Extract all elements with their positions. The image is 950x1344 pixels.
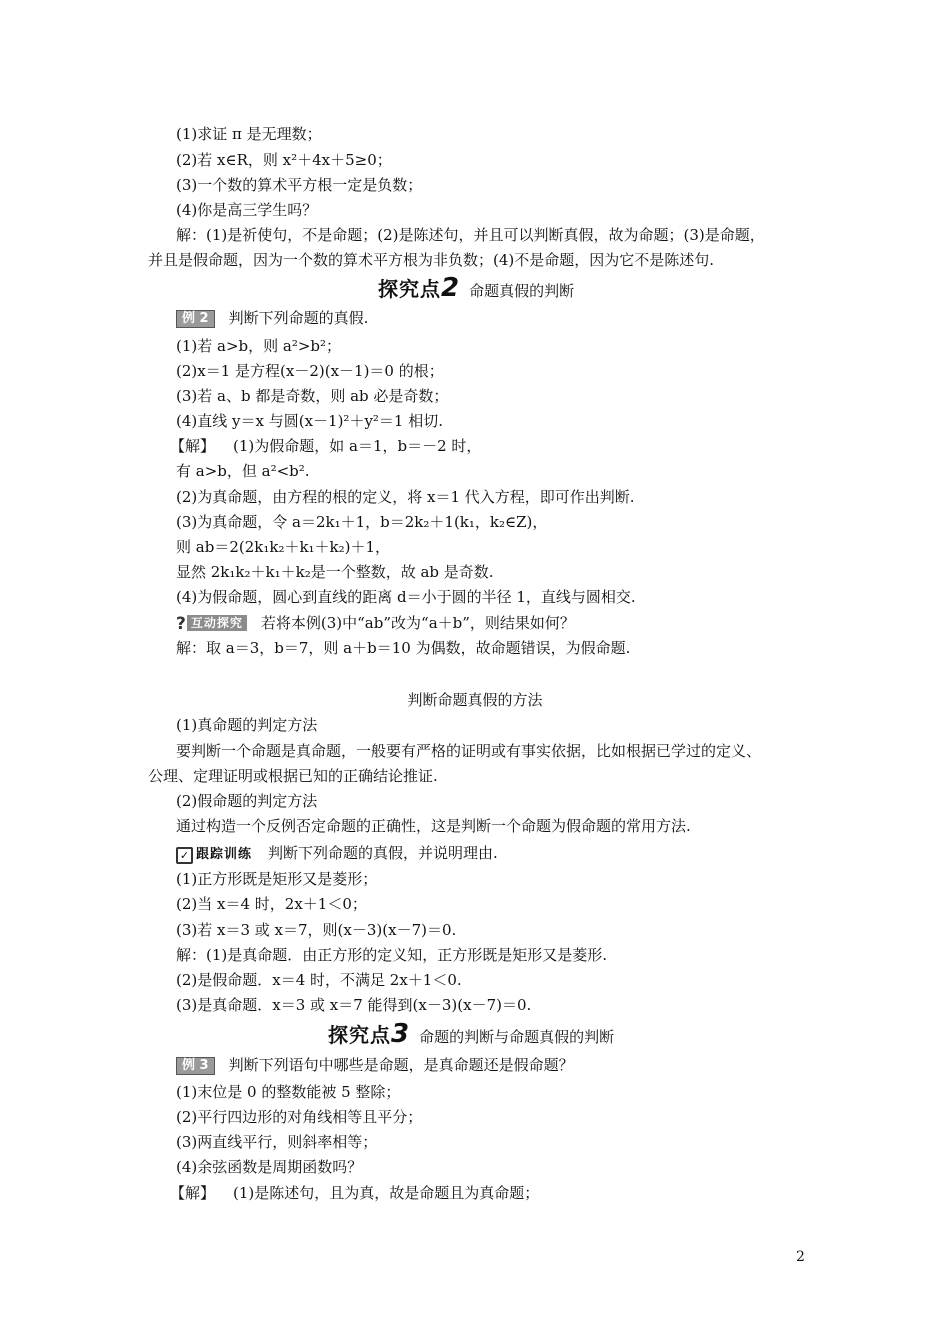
example-3-line-2: (2)平行四边形的对角线相等且平分；	[176, 1108, 423, 1126]
example-3-prompt	[176, 1055, 574, 1075]
example-2-solution-4: (3)为真命题，令 a＝2k₁＋1，b＝2k₂＋1(k₁，k₂∈Z)，	[176, 513, 548, 531]
practice-answer-3: (3)是真命题．x＝3 或 x＝7 能得到(x－3)(x－7)＝0.	[176, 996, 532, 1014]
section-subtitle: 命题的判断与命题真假的判断	[419, 1028, 615, 1046]
practice-line-1: (1)正方形既是矩形又是菱形；	[176, 870, 378, 888]
example-prompt-text: 判断下列命题的真假.	[228, 309, 369, 327]
section-subtitle: 命题真假的判断	[469, 282, 575, 300]
intro-solution-1: 解：(1)是祈使句，不是命题；(2)是陈述句，并且可以判断真假，故为命题；(3)是命题，	[176, 226, 765, 244]
solution-label: 【解】	[170, 437, 216, 455]
example-2-solution-6: 显然 2k₁k₂＋k₁＋k₂是一个整数，故 ab 是奇数.	[176, 563, 494, 581]
solution-text: (1)为假命题，如 a＝1，b＝－2 时，	[233, 437, 482, 455]
example-2-solution-2: 有 a>b，但 a²<b².	[176, 462, 310, 480]
intro-line-2: (2)若 x∈R，则 x²＋4x＋5≥0；	[176, 151, 392, 169]
section-title: 探究点	[328, 1023, 391, 1047]
section-title: 探究点	[378, 277, 441, 301]
solution-text: (1)是陈述句，且为真，故是命题且为真命题；	[233, 1184, 540, 1202]
example-badge: 例 3	[176, 1057, 215, 1075]
example-prompt-text: 判断下列语句中哪些是命题，是真命题还是假命题？	[228, 1056, 574, 1074]
practice-badge: 跟踪训练	[196, 847, 253, 862]
example-2-solution-3: (2)为真命题，由方程的根的定义，将 x＝1 代入方程，即可作出判断.	[176, 488, 635, 506]
method-para-1b: 公理、定理证明或根据已知的正确结论推证.	[148, 767, 438, 785]
method-heading-2: (2)假命题的判定方法	[176, 792, 318, 810]
method-title: 判断命题真假的方法	[407, 691, 543, 709]
example-2-prompt	[176, 308, 368, 328]
interactive-question	[176, 613, 575, 634]
method-para-2: 通过构造一个反例否定命题的正确性，这是判断一个命题为假命题的常用方法.	[176, 817, 691, 835]
example-2-line-3: (3)若 a、b 都是奇数，则 ab 必是奇数；	[176, 387, 449, 405]
example-2-solution-5: 则 ab＝2(2k₁k₂＋k₁＋k₂)＋1，	[176, 538, 391, 556]
checkmark-icon: ✓	[176, 847, 193, 864]
question-mark-icon: ?	[176, 614, 186, 634]
example-3-line-4: (4)余弦函数是周期函数吗？	[176, 1158, 363, 1176]
practice-prompt	[176, 843, 498, 865]
intro-line-3: (3)一个数的算术平方根一定是负数；	[176, 176, 423, 194]
example-2-line-1: (1)若 a>b，则 a²>b²；	[176, 337, 342, 355]
practice-line-2: (2)当 x＝4 时，2x＋1＜0；	[176, 895, 367, 913]
practice-answer-2: (2)是假命题．x＝4 时，不满足 2x＋1＜0.	[176, 971, 462, 989]
example-3-solution-1	[170, 1183, 539, 1203]
interactive-answer: 解：取 a＝3，b＝7，则 a＋b＝10 为偶数，故命题错误，为假命题.	[176, 639, 631, 657]
example-2-line-2: (2)x＝1 是方程(x－2)(x－1)＝0 的根；	[176, 362, 444, 380]
section-number: 2	[441, 273, 460, 303]
intro-solution-2: 并且是假命题，因为一个数的算术平方根为非负数；(4)不是命题，因为它不是陈述句.	[148, 251, 715, 269]
practice-line-3: (3)若 x＝3 或 x＝7，则(x－3)(x－7)＝0.	[176, 921, 457, 939]
section-heading-3	[328, 1021, 614, 1050]
method-para-1a: 要判断一个命题是真命题，一般要有严格的证明或有事实依据，比如根据已学过的定义、	[176, 742, 762, 760]
intro-line-4: (4)你是高三学生吗？	[176, 201, 318, 219]
section-number: 3	[391, 1019, 410, 1049]
page-number: 2	[796, 1249, 805, 1265]
intro-line-1: (1)求证 π 是无理数；	[176, 125, 322, 143]
practice-answer-1: 解：(1)是真命题．由正方形的定义知，正方形既是矩形又是菱形.	[176, 946, 608, 964]
section-heading-2	[378, 275, 574, 304]
example-3-line-3: (3)两直线平行，则斜率相等；	[176, 1133, 378, 1151]
practice-prompt-text: 判断下列命题的真假，并说明理由.	[268, 844, 498, 862]
example-2-line-4: (4)直线 y＝x 与圆(x－1)²＋y²＝1 相切.	[176, 412, 444, 430]
method-heading-1: (1)真命题的判定方法	[176, 716, 318, 734]
solution-label: 【解】	[170, 1184, 216, 1202]
interactive-question-text: 若将本例(3)中“ab”改为“a＋b”，则结果如何？	[260, 614, 575, 632]
example-2-solution-1	[170, 436, 481, 456]
interactive-badge: 互动探究	[187, 615, 247, 631]
example-3-line-1: (1)末位是 0 的整数能被 5 整除；	[176, 1083, 401, 1101]
example-2-solution-7: (4)为假命题，圆心到直线的距离 d＝小于圆的半径 1，直线与圆相交.	[176, 588, 636, 606]
example-badge: 例 2	[176, 310, 215, 328]
